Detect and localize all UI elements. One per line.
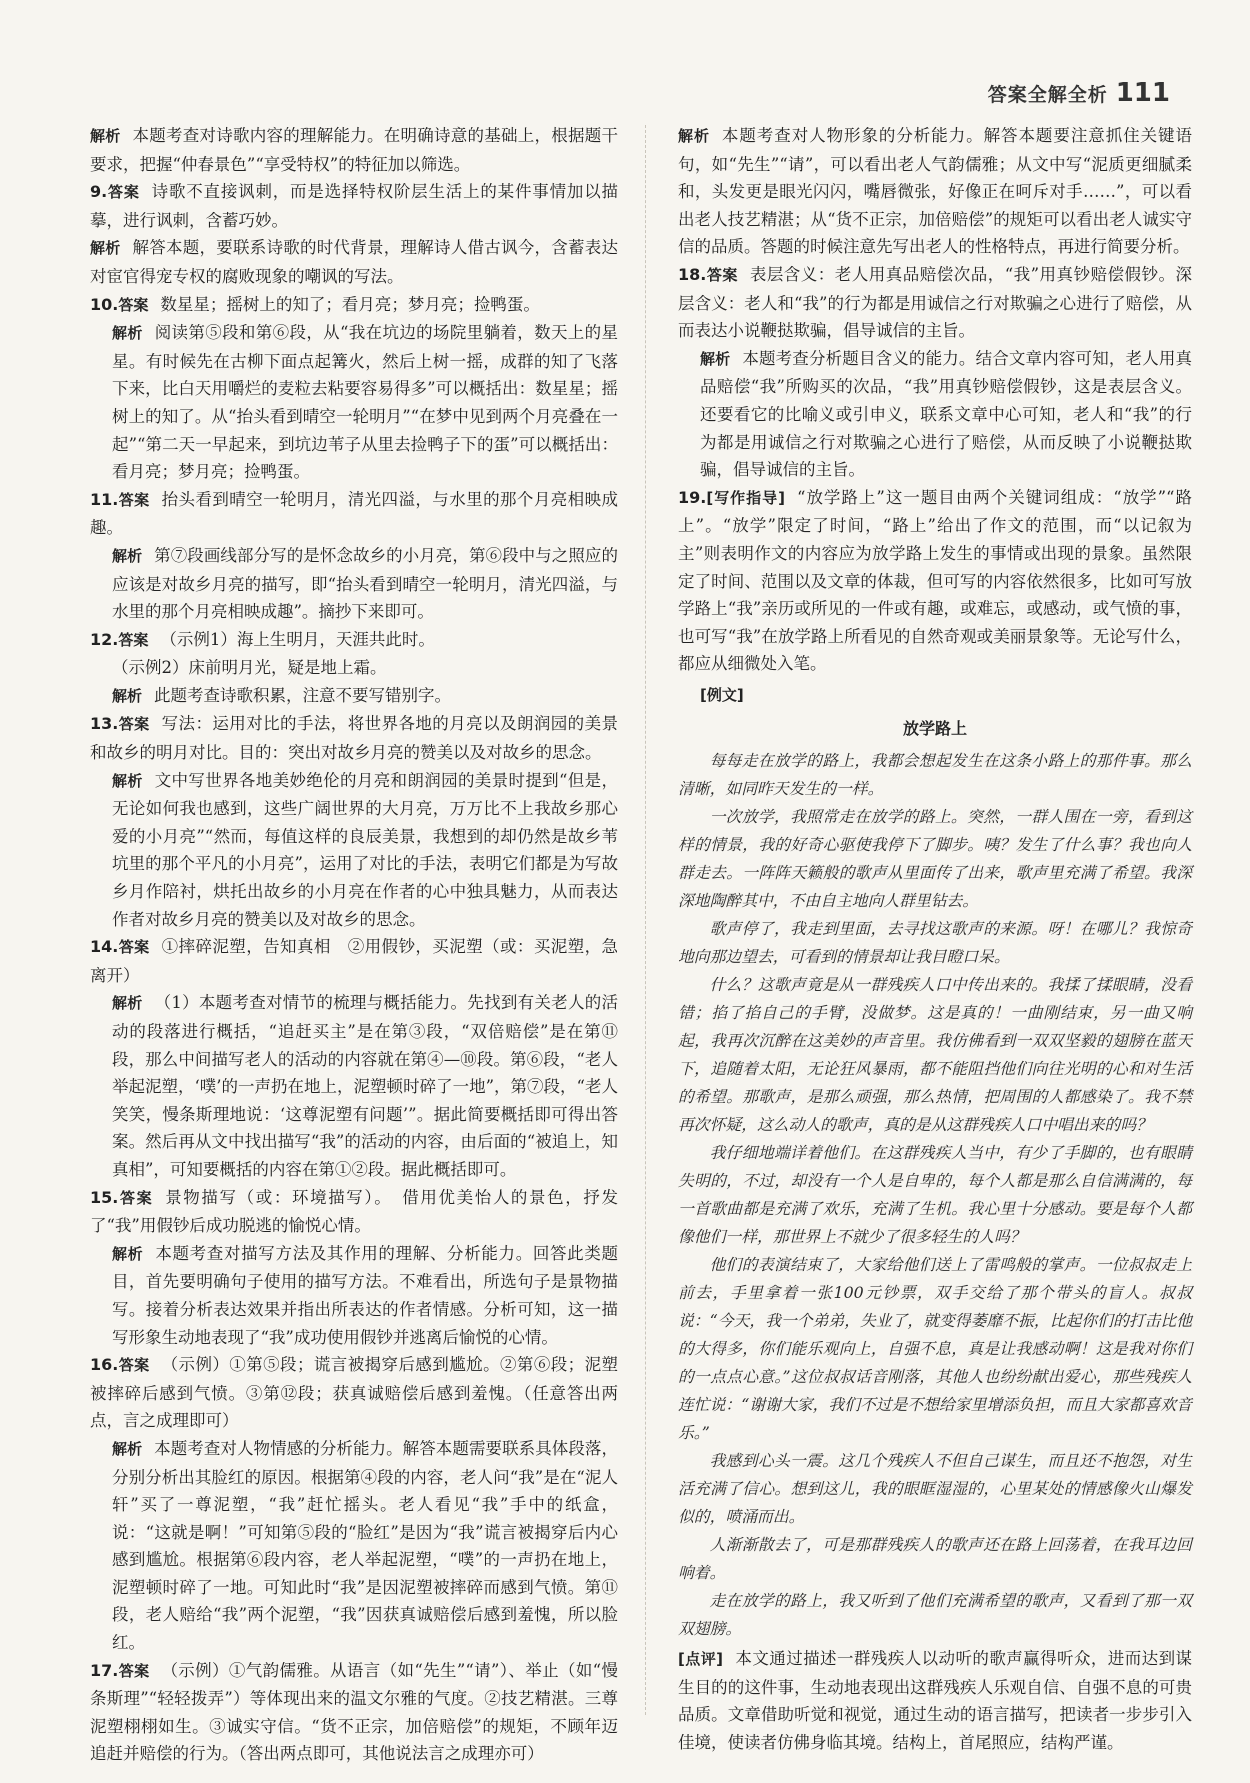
essay-paragraph: 人渐渐散去了，可是那群残疾人的歌声还在路上回荡着，在我耳边回响着。 bbox=[678, 1535, 1192, 1583]
essay-paragraph: 走在放学的路上，我又听到了他们充满希望的歌声，又看到了那一双双翅膀。 bbox=[678, 1591, 1192, 1639]
essay-title: 放学路上 bbox=[902, 719, 967, 739]
essay-paragraph: 我仔细地端详着他们。在这群残疾人当中，有少了手脚的，也有眼睛失明的，不过，却没有一个人是自卑的，每个人都是那么自信满满的，每一首歌曲都是充满了欢乐，充满了生机。我心里十分感动。要是每个人都像他们一样，那世界上不就少了很多轻生的人吗？ bbox=[678, 1143, 1192, 1247]
intro-analysis: 解析 本题考查对诗歌内容的理解能力。在明确诗意的基础上，根据题干要求，把握“仲春景色”“享受特权”的特征加以筛选。 bbox=[90, 126, 618, 174]
question-11: 11.答案 抬头看到晴空一轮明月，清光四溢，与水里的那个月亮相映成趣。 解析 第⑦段画线部分写的是怀念故乡的小月亮，第⑥段中与之照应的应该是对故乡月亮的描写，即“抬头看到晴空一轮明月，清光四溢，与水里的那个月亮相映成趣”。摘抄下来即可。 bbox=[90, 489, 618, 622]
essay-paragraph: 我感到心头一震。这几个残疾人不但自己谋生，而且还不抱怨，对生活充满了信心。想到这儿，我的眼眶湿湿的，心里某处的情感像火山爆发似的，喷涌而出。 bbox=[678, 1451, 1192, 1527]
page-header bbox=[988, 78, 1170, 108]
question-17: 17.答案 （示例）①气韵儒雅。从语言（如“先生”“请”）、举止（如“慢条斯理”“轻轻拨弄”）等体现出来的温文尔雅的气度。②技艺精湛。三尊泥塑栩栩如生。③诚实守信。“货不正宗，加倍赔偿”的规矩，不顾年迈追赶并赔偿的行为。（答出两点即可，其他说法言之成理亦可） bbox=[90, 1660, 618, 1764]
essay-paragraph: 一次放学，我照常走在放学的路上。突然，一群人围在一旁，看到这样的情景，我的好奇心驱使我停下了脚步。咦？发生了什么事？我也向人群走去。一阵阵天籁般的歌声从里面传了出来，歌声里充满了希望。我深深地陶醉其中，不由自主地向人群里钻去。 bbox=[678, 807, 1192, 911]
answer-text: 表层含义：老人用真品赔偿次品，“我”用真钞赔偿假钞。深层含义：老人和“我”的行为都是用诚信之行对欺骗之心进行了赔偿，从而表达小说鞭挞欺骗，倡导诚信的主旨。 bbox=[678, 264, 1192, 341]
question-12: 12.答案 （示例1）海上生明月，天涯共此时。 （示例2）床前明月光，疑是地上霜。 解析 此题考查诗歌积累，注意不要写错别字。 bbox=[90, 629, 452, 705]
header-title: 答案全解全析 bbox=[987, 83, 1108, 106]
comment: [点评] 本文通过描述一群残疾人以动听的歌声赢得听众，进而达到谋生目的的这件事，生动地表现出这群残疾人乐观自信、自强不息的可贵品质。文章借助听觉和视觉，通过生动的语言描写，把读者一步步引入佳境，使读者仿佛身临其境。结构上，首尾照应，结构严谨。 bbox=[678, 1649, 1193, 1752]
analysis-text: 此题考查诗歌积累，注意不要写错别字。 bbox=[154, 685, 452, 705]
writing-guide-text: “放学路上”这一题目由两个关键词组成：“放学”“路上”。“放学”限定了时间，“路上”给出了作文的范围，而“以记叙为主”则表明作文的内容应为放学路上发生的事情或出现的景象。虽然限定了时间、范围以及文章的体裁，但可写的内容依然很多，比如可写放学路上“我”亲历或所见的一件或有趣，或难忘，或感动，或气愤的事，也可写“我”在放学路上所看见的自然奇观或美丽景象等。无论写什么，都应从细微处入笔。 bbox=[678, 487, 1192, 674]
answer-text: ①摔碎泥塑，告知真相 ②用假钞，买泥塑（或：买泥塑，急离开） bbox=[90, 937, 618, 985]
question-9: 9.答案 诗歌不直接讽刺，而是选择特权阶层生活上的某件事情加以描摹，进行讽刺，含蓄巧妙。 解析 解答本题，要联系诗歌的时代背景，理解诗人借古讽今，含蓄表达对宦官得宠专权的腐败现象的嘲讽的写法。 bbox=[90, 182, 618, 286]
analysis-text: 阅读第⑤段和第⑥段，从“我在坑边的场院里躺着，数天上的星星。有时候先在古柳下面点起篝火，然后上树一摇，成群的知了飞落下来，比白天用嚼烂的麦粒去粘要容易得多”可以概括出：数星星；摇树上的知了。从“抬头看到晴空一轮明月”“在梦中见到两个月亮叠在一起”“第二天一早起来，到坑边苇子从里去捡鸭子下的蛋”可以概括出：看月亮；梦月亮；捡鸭蛋。 bbox=[112, 323, 618, 482]
analysis-text: 本题考查对人物情感的分析能力。解答本题需要联系具体段落，分别分析出其脸红的原因。根据第④段的内容，老人问“我”是在“泥人轩”买了一尊泥塑，“我”赶忙摇头。老人看见“我”手中的纸盒，说：“这就是啊！”可知第⑤段的“脸红”是因为“我”谎言被揭穿后内心感到尴尬。根据第⑥段内容，老人举起泥塑，“噗”的一声扔在地上，泥塑顿时碎了一地。可知此时“我”是因泥塑被摔碎而感到气愤。第⑪段，老人赔给“我”两个泥塑，“我”因获真诚赔偿后感到羞愧，所以脸红。 bbox=[112, 1438, 618, 1653]
answer-text: 景物描写（或：环境描写）。 借用优美怡人的景色，抒发了“我”用假钞后成功脱逃的愉悦心情。 bbox=[90, 1187, 618, 1236]
comment-text: 本文通过描述一群残疾人以动听的歌声赢得听众，进而达到谋生目的的这件事，生动地表现出这群残疾人乐观自信、自强不息的可贵品质。文章借助听觉和视觉，通过生动的语言描写，把读者一步步引入佳境，使读者仿佛身临其境。结构上，首尾照应，结构严谨。 bbox=[678, 1649, 1193, 1752]
column-divider bbox=[645, 125, 646, 1715]
analysis-text: 解答本题，要联系诗歌的时代背景，理解诗人借古讽今，含蓄表达对宦官得宠专权的腐败现象的嘲讽的写法。 bbox=[90, 238, 618, 286]
analysis-text: （1）本题考查对情节的梳理与概括能力。先找到有关老人的活动的段落进行概括，“追赶买主”是在第③段，“双倍赔偿”是在第⑪段，那么中间描写老人的活动的内容就在第④—⑩段。第⑥段，“老人举起泥塑，‘噗’的一声扔在地上，泥塑顿时碎了一地”，第⑦段，“老人笑笑，慢条斯理地说：‘这尊泥塑有问题’”。据此简要概括即可得出答案。然后再从文中找出描写“我”的活动的内容，由后面的“被追上，知真相”，可知要概括的内容在第①②段。据此概括即可。 bbox=[112, 993, 618, 1179]
question-16: 16.答案 （示例）①第⑤段；谎言被揭穿后感到尴尬。②第⑥段；泥塑被摔碎后感到气愤。③第⑫段；获真诚赔偿后感到羞愧。（任意答出两点，言之成理即可） 解析 本题考查对人物情感的分析能力。解答本题需要联系具体段落，分别分析出其脸红的原因。根据第④段的内容，老人问“我”是在“泥人轩”买了一尊泥塑，“我”赶忙摇头。老人看见“我”手中的纸盒，说：“这就是啊！”可知第⑤段的“脸红”是因为“我”谎言被揭穿后内心感到尴尬。根据第⑥段内容，老人举起泥塑，“噗”的一声扔在地上，泥塑顿时碎了一地。可知此时“我”是因泥塑被摔碎而感到气愤。第⑪段，老人赔给“我”两个泥塑，“我”因获真诚赔偿后感到羞愧，所以脸红。 bbox=[90, 1355, 618, 1653]
question-10: 10.答案 数星星；摇树上的知了；看月亮；梦月亮；捡鸭蛋。 解析 阅读第⑤段和第⑥段，从“我在坑边的场院里躺着，数天上的星星。有时候先在古柳下面点起篝火，然后上树一摇，成群的知了飞落下来，比白天用嚼烂的麦粒去粘要容易得多”可以概括出：数星星；摇树上的知了。从“抬头看到晴空一轮明月”“在梦中见到两个月亮叠在一起”“第二天一早起来，到坑边苇子从里去捡鸭子下的蛋”可以概括出：看月亮；梦月亮；捡鸭蛋。 bbox=[90, 294, 618, 482]
question-19: 19.[写作指导] “放学路上”这一题目由两个关键词组成：“放学”“路上”。“放学”限定了时间，“路上”给出了作文的范围，而“以记叙为主”则表明作文的内容应为放学路上发生的事情或出现的景象。虽然限定了时间、范围以及文章的体裁，但可写的内容依然很多，比如可写放学路上“我”亲历或所见的一件或有趣，或难忘，或感动，或气愤的事，也可写“我”在放学路上所看见的自然奇观或美丽景象等。无论写什么，都应从细微处入笔。 [例文] 放学路上 每每走在放学的路上，我都会想起发生在这条小路上的那件事。那么清晰，如同昨天发生的一样。 一次放学，我照常走在放学的路上。突然，一群人围在一旁，看到这样的情景，我的好奇心驱使我停下了脚步。咦？发生了什么事？我也向人群走去。一阵阵天籁般的歌声从里面传了出来，歌声里充满了希望。我深深地陶醉其中，不由自主地向人群里钻去。 歌声停了，我走到里面，去寻找这歌声的来源。呀！在哪儿？我惊奇地向那边望去，可看到的情景却让我目瞪口呆。 什么？这歌声竟是从一群残疾人口中传出来的。我揉了揉眼睛，没看错；掐了掐自己的手臂，没做梦。这是真的！一曲刚结束，另一曲又响起，我再次沉醉在这美妙的声音里。我仿佛看到一双双坚毅的翅膀在蓝天下，追随着太阳，无论狂风暴雨，都不能阻挡他们向往光明的心和对生活的希望。那歌声，是那么顽强，那么热情，把周围的人都感染了。我不禁再次怀疑，这么动人的歌声，真的是从这群残疾人口中唱出来的吗？ 我仔细地端详着他们。在这群残疾人当中，有少了手脚的，也有眼睛失明的，不过，却没有一个人是自卑的，每个人都是那么自信满满的，每一首歌曲都是充满了欢乐，充满了生机。我心里十分感动。要是每个人都像他们一样，那世界上不就少了很多轻生的人吗？ 他们的表演结束了，大家给他们送上了雷鸣般的掌声。一位叔叔走上前去，手里拿着一张100元钞票，双手交给了那个带头的盲人。叔叔说：“今天，我一个弟弟，失业了，就变得萎靡不振，比起你们的打击比他的大得多，你们能乐观向上，自强不息，真是让我感动啊！这是我对你们的一点点心意。”这位叔叔话音刚落，其他人也纷纷献出爱心，那些残疾人连忙说：“谢谢大家，我们不过是不想给家里增添负担，而且大家都喜欢音乐。” 我感到心头一震。这几个残疾人不但自己谋生，而且还不抱怨，对生活充满了信心。想到这儿，我的眼眶湿湿的，心里某处的情感像火山爆发似的，喷涌而出。 人渐渐散去了，可是那群残疾人的歌声还在路上回荡着，在我耳边回响着。 走在放学的路上，我又听到了他们充满希望的歌声，又看到了那一双双翅膀。 [点评] 本文通过描述一群残疾人以动听的歌声赢得听众，进而达到谋生目的的这件事，生动地表现出这群残疾人乐观自信、自强不息的可贵品质。文章借助听觉和视觉，通过生动的语言描写，把读者一步步引入佳境，使读者仿佛身临其境。结构上，首尾照应，结构严谨。 bbox=[678, 484, 1192, 1757]
question-17-analysis: 解析 本题考查对人物形象的分析能力。解答本题要注意抓住关键语句，如“先生”“请”，可以看出老人气韵儒雅；从文中写“泥质更细腻柔和，头发更是眼光闪闪，嘴唇微张，好像正在呵斥对手……”，可以看出老人技艺精湛；从“货不正宗，加倍赔偿”的规矩可以看出老人诚实守信的品质。答题的时候注意先写出老人的性格特点，再进行简要分析。 bbox=[678, 126, 1192, 257]
answer-text: 写法：运用对比的手法，将世界各地的月亮以及朗润园的美景和故乡的明月对比。目的：突出对故乡月亮的赞美以及对故乡的思念。 bbox=[90, 714, 618, 763]
answer-text: 诗歌不直接讽刺，而是选择特权阶层生活上的某件事情加以描摹，进行讽刺，含蓄巧妙。 bbox=[90, 182, 618, 230]
answer-text-2: （示例2）床前明月光，疑是地上霜。 bbox=[112, 658, 387, 678]
analysis-text: 本题考查分析题目含义的能力。结合文章内容可知，老人用真品赔偿“我”所购买的次品，“我”用真钞赔偿假钞，这是表层含义。还要看它的比喻义或引申义，联系文章中心可知，老人和“我”的行为都是用诚信之行对欺骗之心进行了赔偿，从而反映了小说鞭挞欺骗，倡导诚信的主旨。 bbox=[700, 348, 1192, 480]
analysis-text: 文中写世界各地美妙绝伦的月亮和朗润园的美景时提到“但是，无论如何我也感到，这些广阔世界的大月亮，万万比不上我故乡那心爱的小月亮”“然而，每值这样的良辰美景，我想到的却仍然是故乡苇坑里的那个平凡的小月亮”，运用了对比的手法，表明它们都是为写故乡月作陪衬，烘托出故乡的小月亮在作者的心中独具魅力，从而表达作者对故乡月亮的赞美以及对故乡的思念。 bbox=[112, 770, 618, 929]
essay-paragraph: 歌声停了，我走到里面，去寻找这歌声的来源。呀！在哪儿？我惊奇地向那边望去，可看到的情景却让我目瞪口呆。 bbox=[678, 919, 1192, 967]
essay-paragraph: 他们的表演结束了，大家给他们送上了雷鸣般的掌声。一位叔叔走上前去，手里拿着一张100元钞票，双手交给了那个带头的盲人。叔叔说：“今天，我一个弟弟，失业了，就变得萎靡不振，比起你们的打击比他的大得多，你们能乐观向上，自强不息，真是让我感动啊！这是我对你们的一点点心意。”这位叔叔话音刚落，其他人也纷纷献出爱心，那些残疾人连忙说：“谢谢大家，我们不过是不想给家里增添负担，而且大家都喜欢音乐。” bbox=[678, 1255, 1192, 1443]
page-number: 111 bbox=[1115, 78, 1170, 108]
left-column bbox=[90, 122, 618, 1768]
question-18: 18.答案 表层含义：老人用真品赔偿次品，“我”用真钞赔偿假钞。深层含义：老人和“我”的行为都是用诚信之行对欺骗之心进行了赔偿，从而表达小说鞭挞欺骗，倡导诚信的主旨。 解析 本题考查分析题目含义的能力。结合文章内容可知，老人用真品赔偿“我”所购买的次品，“我”用真钞赔偿假钞，这是表层含义。还要看它的比喻义或引申义，联系文章中心可知，老人和“我”的行为都是用诚信之行对欺骗之心进行了赔偿，从而反映了小说鞭挞欺骗，倡导诚信的主旨。 bbox=[678, 264, 1192, 480]
question-13: 13.答案 写法：运用对比的手法，将世界各地的月亮以及朗润园的美景和故乡的明月对比。目的：突出对故乡月亮的赞美以及对故乡的思念。 解析 文中写世界各地美妙绝伦的月亮和朗润园的美景时提到“但是，无论如何我也感到，这些广阔世界的大月亮，万万比不上我故乡那心爱的小月亮”“然而，每值这样的良辰美景，我想到的却仍然是故乡苇坑里的那个平凡的小月亮”，运用了对比的手法，表明它们都是为写故乡月作陪衬，烘托出故乡的小月亮在作者的心中独具魅力，从而表达作者对故乡月亮的赞美以及对故乡的思念。 bbox=[90, 714, 618, 929]
essay-paragraph: 每每走在放学的路上，我都会想起发生在这条小路上的那件事。那么清晰，如同昨天发生的一样。 bbox=[678, 751, 1192, 799]
analysis-text: 本题考查对描写方法及其作用的理解、分析能力。回答此类题目，首先要明确句子使用的描写方法。不难看出，所选句子是景物描写。接着分析表达效果并指出所表达的作者情感。分析可知，这一描写形象生动地表现了“我”成功使用假钞并逃离后愉悦的心情。 bbox=[112, 1243, 618, 1347]
answer-text: （示例）①第⑤段；谎言被揭穿后感到尴尬。②第⑥段；泥塑被摔碎后感到气愤。③第⑫段；获真诚赔偿后感到羞愧。（任意答出两点，言之成理即可） bbox=[90, 1355, 618, 1431]
example-label: [例文] bbox=[700, 685, 744, 704]
answer-text: 抬头看到晴空一轮明月，清光四溢，与水里的那个月亮相映成趣。 bbox=[90, 489, 618, 538]
essay-paragraph: 什么？这歌声竟是从一群残疾人口中传出来的。我揉了揉眼睛，没看错；掐了掐自己的手臂，没做梦。这是真的！一曲刚结束，另一曲又响起，我再次沉醉在这美妙的声音里。我仿佛看到一双双坚毅的翅膀在蓝天下，追随着太阳，无论狂风暴雨，都不能阻挡他们向往光明的心和对生活的希望。那歌声，是那么顽强，那么热情，把周围的人都感染了。我不禁再次怀疑，这么动人的歌声，真的是从这群残疾人口中唱出来的吗？ bbox=[678, 975, 1192, 1135]
question-14: 14.答案 ①摔碎泥塑，告知真相 ②用假钞，买泥塑（或：买泥塑，急离开） 解析 （1）本题考查对情节的梳理与概括能力。先找到有关老人的活动的段落进行概括，“追赶买主”是在第③段，“双倍赔偿”是在第⑪段，那么中间描写老人的活动的内容就在第④—⑩段。第⑥段，“老人举起泥塑，‘噗’的一声扔在地上，泥塑顿时碎了一地”，第⑦段，“老人笑笑，慢条斯理地说：‘这尊泥塑有问题’”。据此简要概括即可得出答案。然后再从文中找出描写“我”的活动的内容，由后面的“被追上，知真相”，可知要概括的内容在第①②段。据此概括即可。 bbox=[90, 937, 618, 1179]
answer-text: 数星星；摇树上的知了；看月亮；梦月亮；捡鸭蛋。 bbox=[160, 294, 540, 314]
answer-text: （示例）①气韵儒雅。从语言（如“先生”“请”）、举止（如“慢条斯理”“轻轻拨弄”）等体现出来的温文尔雅的气度。②技艺精湛。三尊泥塑栩栩如生。③诚实守信。“货不正宗，加倍赔偿”的规矩，不顾年迈追赶并赔偿的行为。（答出两点即可，其他说法言之成理亦可） bbox=[90, 1660, 618, 1764]
right-column bbox=[678, 122, 1192, 1756]
answer-text-1: （示例1）海上生明月，天涯共此时。 bbox=[160, 629, 435, 649]
analysis-text: 第⑦段画线部分写的是怀念故乡的小月亮，第⑥段中与之照应的应该是对故乡月亮的描写，即“抬头看到晴空一轮明月，清光四溢，与水里的那个月亮相映成趣”。摘抄下来即可。 bbox=[112, 545, 618, 622]
question-15: 15.答案 景物描写（或：环境描写）。 借用优美怡人的景色，抒发了“我”用假钞后成功脱逃的愉悦心情。 解析 本题考查对描写方法及其作用的理解、分析能力。回答此类题目，首先要明确句子使用的描写方法。不难看出，所选句子是景物描写。接着分析表达效果并指出所表达的作者情感。分析可知，这一描写形象生动地表现了“我”成功使用假钞并逃离后愉悦的心情。 bbox=[90, 1187, 618, 1347]
